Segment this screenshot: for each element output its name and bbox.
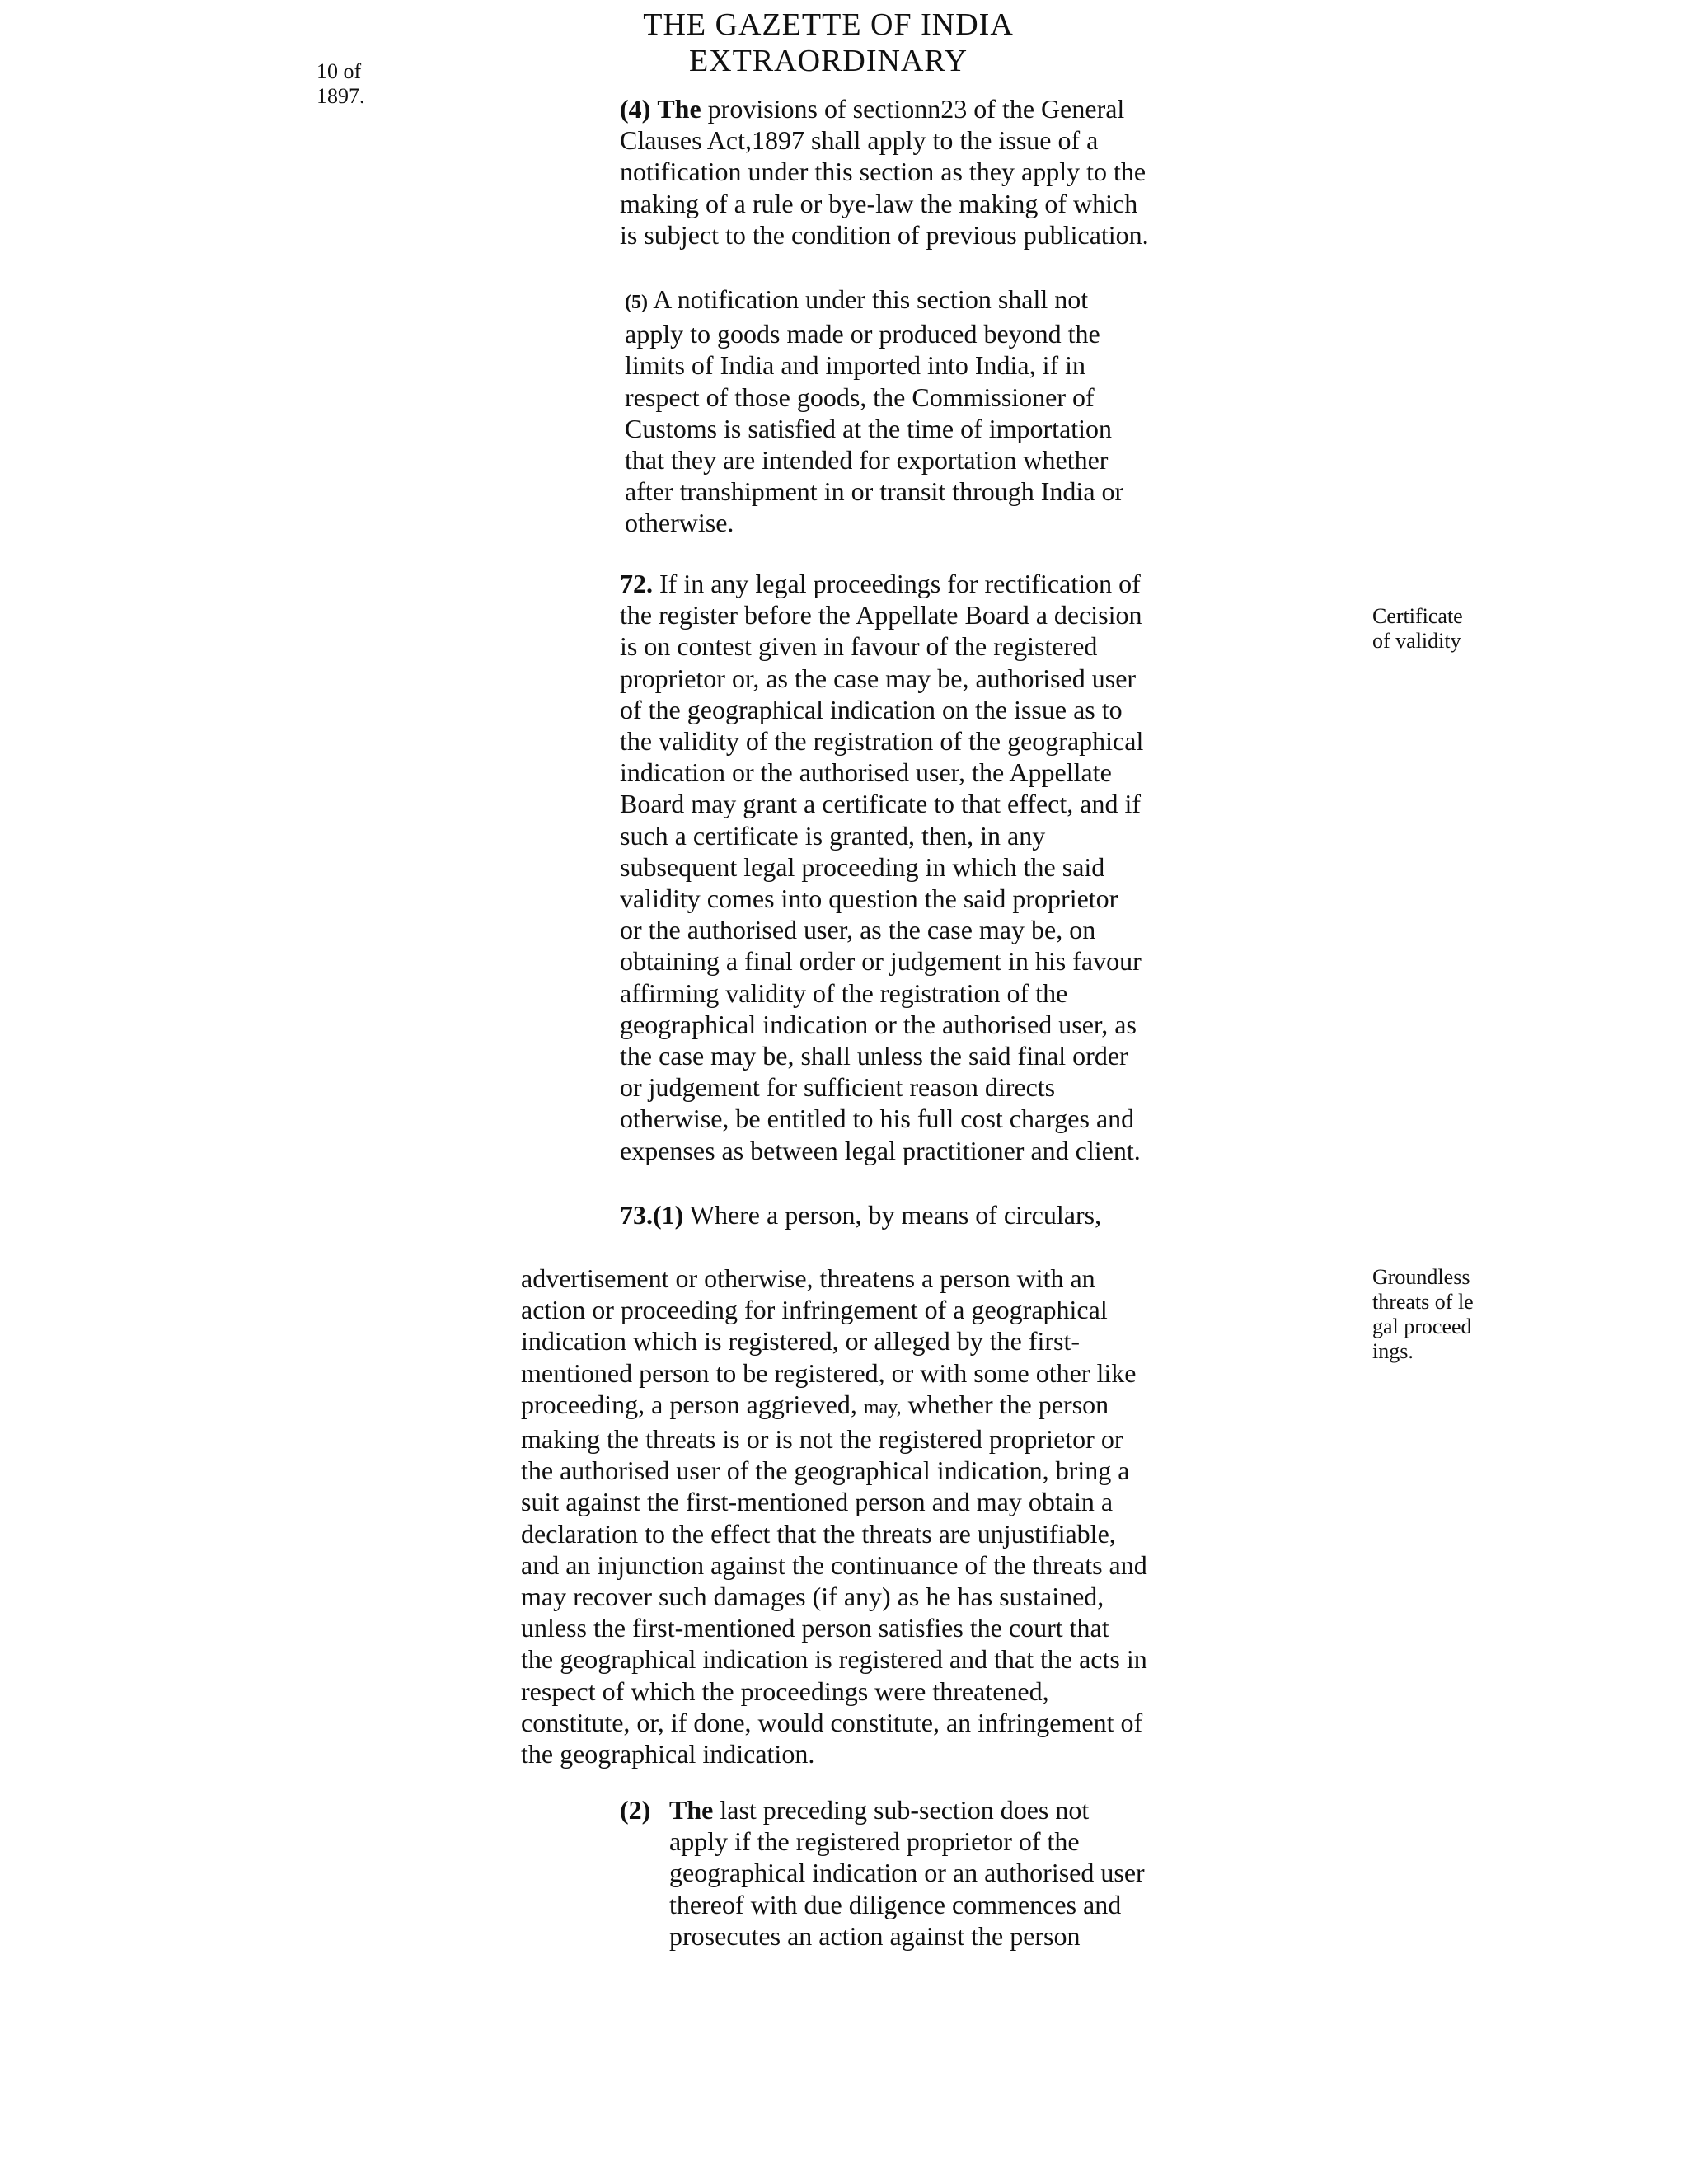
section-73-continuation-text-b: whether the person making the threats is or is not the registered proprietor or the authorised user of the geographical indication, bring a suit against the first-mentioned person and may obtain a declaration to the effect that the threats are unjustifiable, and an injunction against the continuance of the threats and may recover such damages (if any) as he has sustained, unless the first-mentioned person satisfies the court that the geographical indication is registered and that the acts in respect of which the proceedings were threatened, constitute, or, if done, would constitute, an infringement of the geographical indication.: [521, 1389, 1147, 1769]
section-73-continuation: [521, 1263, 1147, 1769]
section-72: [620, 568, 1143, 1166]
subsection-2-body: [669, 1794, 1221, 1952]
subsection-5: [625, 284, 1123, 539]
subsection-2: [620, 1794, 1221, 1952]
margin-note-left: [316, 59, 365, 109]
section-73-number: 73.(1): [620, 1200, 684, 1230]
subsection-2-text: last preceding sub-section does not apply if the registered proprietor of the geographical indication or an authorised user thereof with due diligence commences and prosecutes an action against the person: [669, 1795, 1145, 1951]
gazette-header-title: THE GAZETTE OF INDIA EXTRAORDINARY: [643, 7, 1014, 78]
subsection-4: [620, 93, 1149, 251]
section-72-number: 72.: [620, 569, 653, 598]
margin-note-left-line2: 1897.: [316, 84, 365, 108]
section-73-may-word: may,: [863, 1396, 902, 1418]
margin-note-certificate-of-validity: Certificate of validity: [1372, 604, 1463, 653]
section-72-text: If in any legal proceedings for rectification of the register before the Appellate Board a decision is on contest given in favour of the registered proprietor or, as the case may be, authorised user of the geographical indication on the issue as to the validity of the registration of the geographical indication or the authorised user, the Appellate Board may grant a certificate to that effect, and if such a certificate is granted, then, in any subsequent legal proceeding in which the said validity comes into question the said proprietor or the authorised user, as the case may be, on obtaining a final order or judgement in his favour affirming validity of the registration of the geographical indication or the authorised user, as the case may be, shall unless the said final order or judgement for sufficient reason directs otherwise, be entitled to his full cost charges and expenses as between legal practitioner and client.: [620, 569, 1144, 1165]
subsection-4-text: provisions of sectionn23 of the General Clauses Act,1897 shall apply to the issue of a notification under this section as they apply to the making of a rule or bye-law the making of which is subject to the condition of previous publication.: [620, 94, 1149, 250]
subsection-4-number: (4): [620, 94, 651, 124]
subsection-4-lead-word: The: [657, 94, 701, 124]
section-73-continuation-text-a: advertisement or otherwise, threatens a person with an action or proceeding for infringement of a geographical indication which is registered, or alleged by the first- mentioned person to be registered, or with some other like proceeding, a person aggrieved,: [521, 1263, 1137, 1419]
section-73-opening: [620, 1199, 1101, 1230]
section-73-opening-text: Where a person, by means of circulars,: [683, 1200, 1102, 1230]
subsection-5-number: (5): [625, 292, 648, 313]
subsection-5-text: A notification under this section shall not apply to goods made or produced beyond the limits of India and imported into India, if in respect of those goods, the Commissioner of Customs is satisfied at the time of importation that they are intended for exportation whether after transhipment in or transit through India or otherwise.: [625, 284, 1124, 538]
margin-note-left-line1: 10 of: [316, 59, 362, 83]
subsection-2-number: (2): [620, 1795, 651, 1825]
margin-note-groundless-threats: Groundless threats of legal proceedings.: [1372, 1265, 1474, 1363]
subsection-2-lead-word: The: [669, 1795, 714, 1825]
gazette-header: [540, 7, 1117, 78]
